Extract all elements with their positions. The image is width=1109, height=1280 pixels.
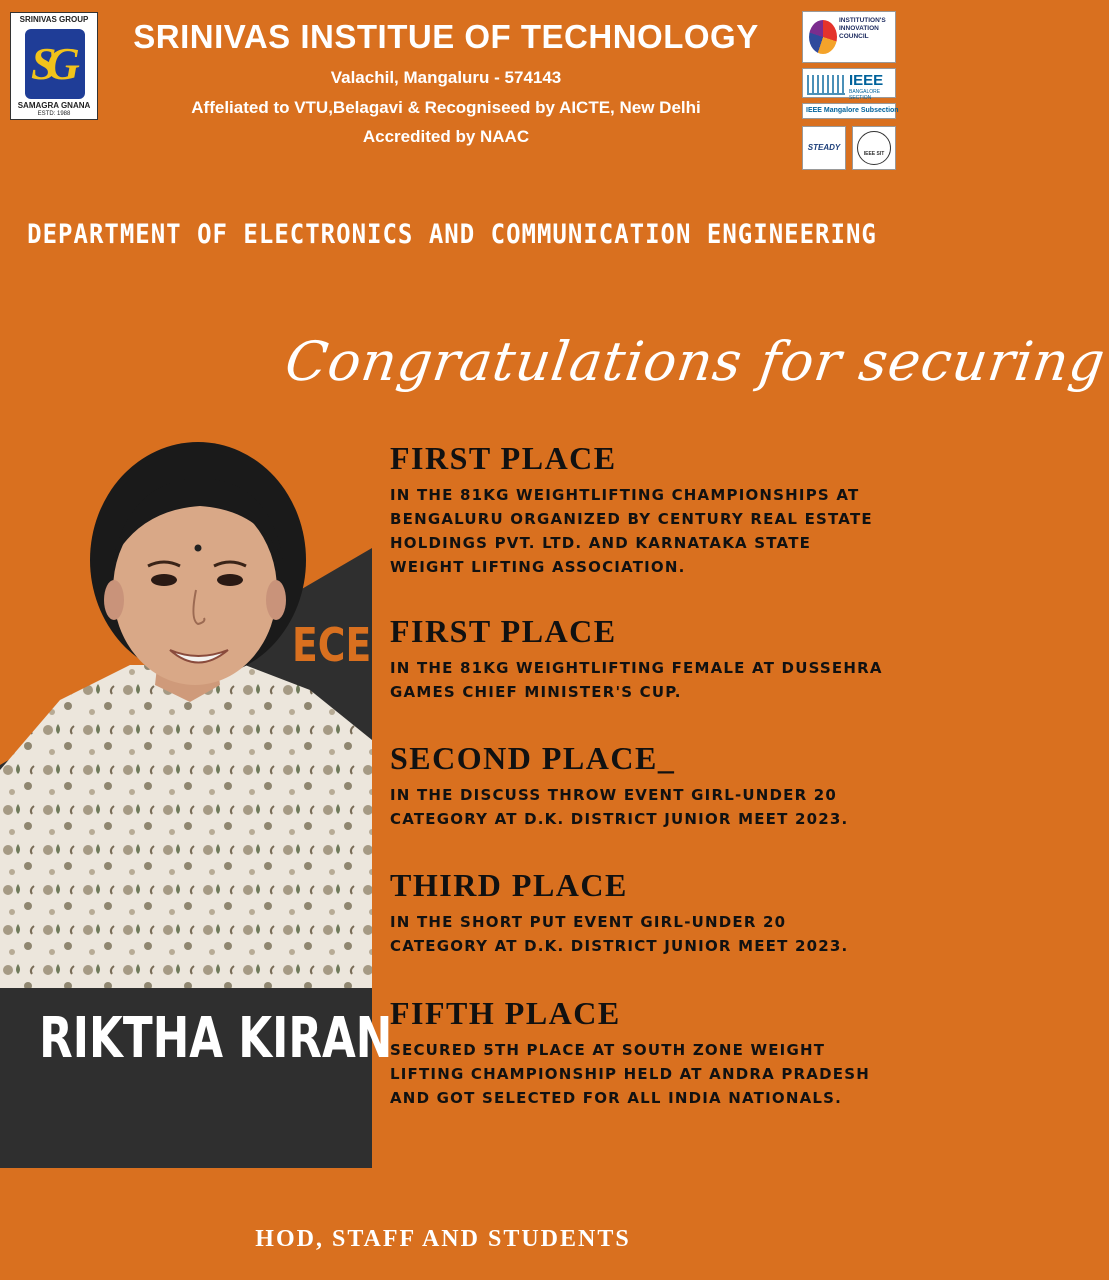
achievement-item [390, 867, 890, 958]
ieee-text: IEEE [849, 72, 884, 89]
achievement-description: IN THE 81KG WEIGHTLIFTING CHAMPIONSHIPS AT BENGALURU ORGANIZED BY CENTURY REAL ESTATE HOLDINGS PVT. LTD. AND KARNATAKA STATE WEIGHT LIFTING ASSOCIATION. [390, 486, 873, 576]
logo-emblem-icon: SG [25, 29, 85, 99]
achievement-description: IN THE 81KG WEIGHTLIFTING FEMALE AT DUSSEHRA GAMES CHIEF MINISTER'S CUP. [390, 659, 883, 701]
ieee-sit-emblem-icon [857, 131, 891, 165]
logo-estd-text: ESTD: 1988 [37, 111, 71, 117]
logo-bottom-text: SAMAGRA GNANA [17, 101, 91, 110]
iic-icon [809, 20, 837, 54]
achievement-description: IN THE DISCUSS THROW EVENT GIRL-UNDER 20 CATEGORY AT D.K. DISTRICT JUNIOR MEET 2023. [390, 786, 849, 828]
ieee-mangalore-subsection-logo: IEEE Mangalore Subsection [802, 103, 896, 119]
achievement-item [390, 613, 890, 704]
institute-accreditation: Accredited by NAAC [362, 127, 530, 146]
student-portrait [0, 440, 372, 988]
ieee-section-text: BANGALORE SECTION [849, 89, 881, 101]
steady-logo [802, 126, 846, 170]
achievement-title: FIFTH PLACE [390, 995, 621, 1031]
institute-affiliation: Affeliated to VTU,Belagavi & Recogniseed by AICTE, New Delhi [191, 98, 701, 117]
institute-address: Valachil, Mangaluru - 574143 [330, 68, 562, 87]
ieee-sit-logo [852, 126, 896, 170]
achievement-item [390, 440, 890, 579]
iic-text: INSTITUTION'S INNOVATION COUNCIL [839, 17, 886, 40]
iic-logo [802, 11, 896, 63]
department-title: DEPARTMENT OF ELECTRONICS AND COMMUNICATION ENGINEERING [27, 218, 877, 250]
student-name: RIKTHA KIRAN [39, 1006, 393, 1071]
congratulations-heading: Congratulations for securing [281, 330, 1109, 393]
achievement-item [390, 740, 890, 831]
building-icon [807, 75, 845, 95]
ieee-sit-text: IEEE SIT [863, 151, 885, 157]
institute-name: SRINIVAS INSTITUE OF TECHNOLOGY [133, 18, 759, 55]
logo-top-text: SRINIVAS GROUP [19, 15, 89, 24]
achievement-title: THIRD PLACE [390, 867, 628, 903]
srinivas-group-logo [10, 12, 98, 120]
achievement-description: IN THE SHORT PUT EVENT GIRL-UNDER 20 CATEGORY AT D.K. DISTRICT JUNIOR MEET 2023. [390, 913, 849, 955]
ece-badge: ECE [292, 618, 372, 672]
achievement-title: FIRST PLACE [390, 440, 617, 476]
achievement-title: FIRST PLACE [390, 613, 617, 649]
ieee-bangalore-logo [802, 68, 896, 101]
footer-text: HOD, STAFF AND STUDENTS [255, 1226, 631, 1252]
steady-text: STEADY [807, 143, 841, 152]
achievement-description: SECURED 5TH PLACE AT SOUTH ZONE WEIGHT LIFTING CHAMPIONSHIP HELD AT ANDRA PRADESH AND GOT SELECTED FOR ALL INDIA NATIONALS. [390, 1041, 870, 1107]
achievement-item [390, 995, 890, 1110]
achievement-title: SECOND PLACE_ [390, 740, 676, 776]
